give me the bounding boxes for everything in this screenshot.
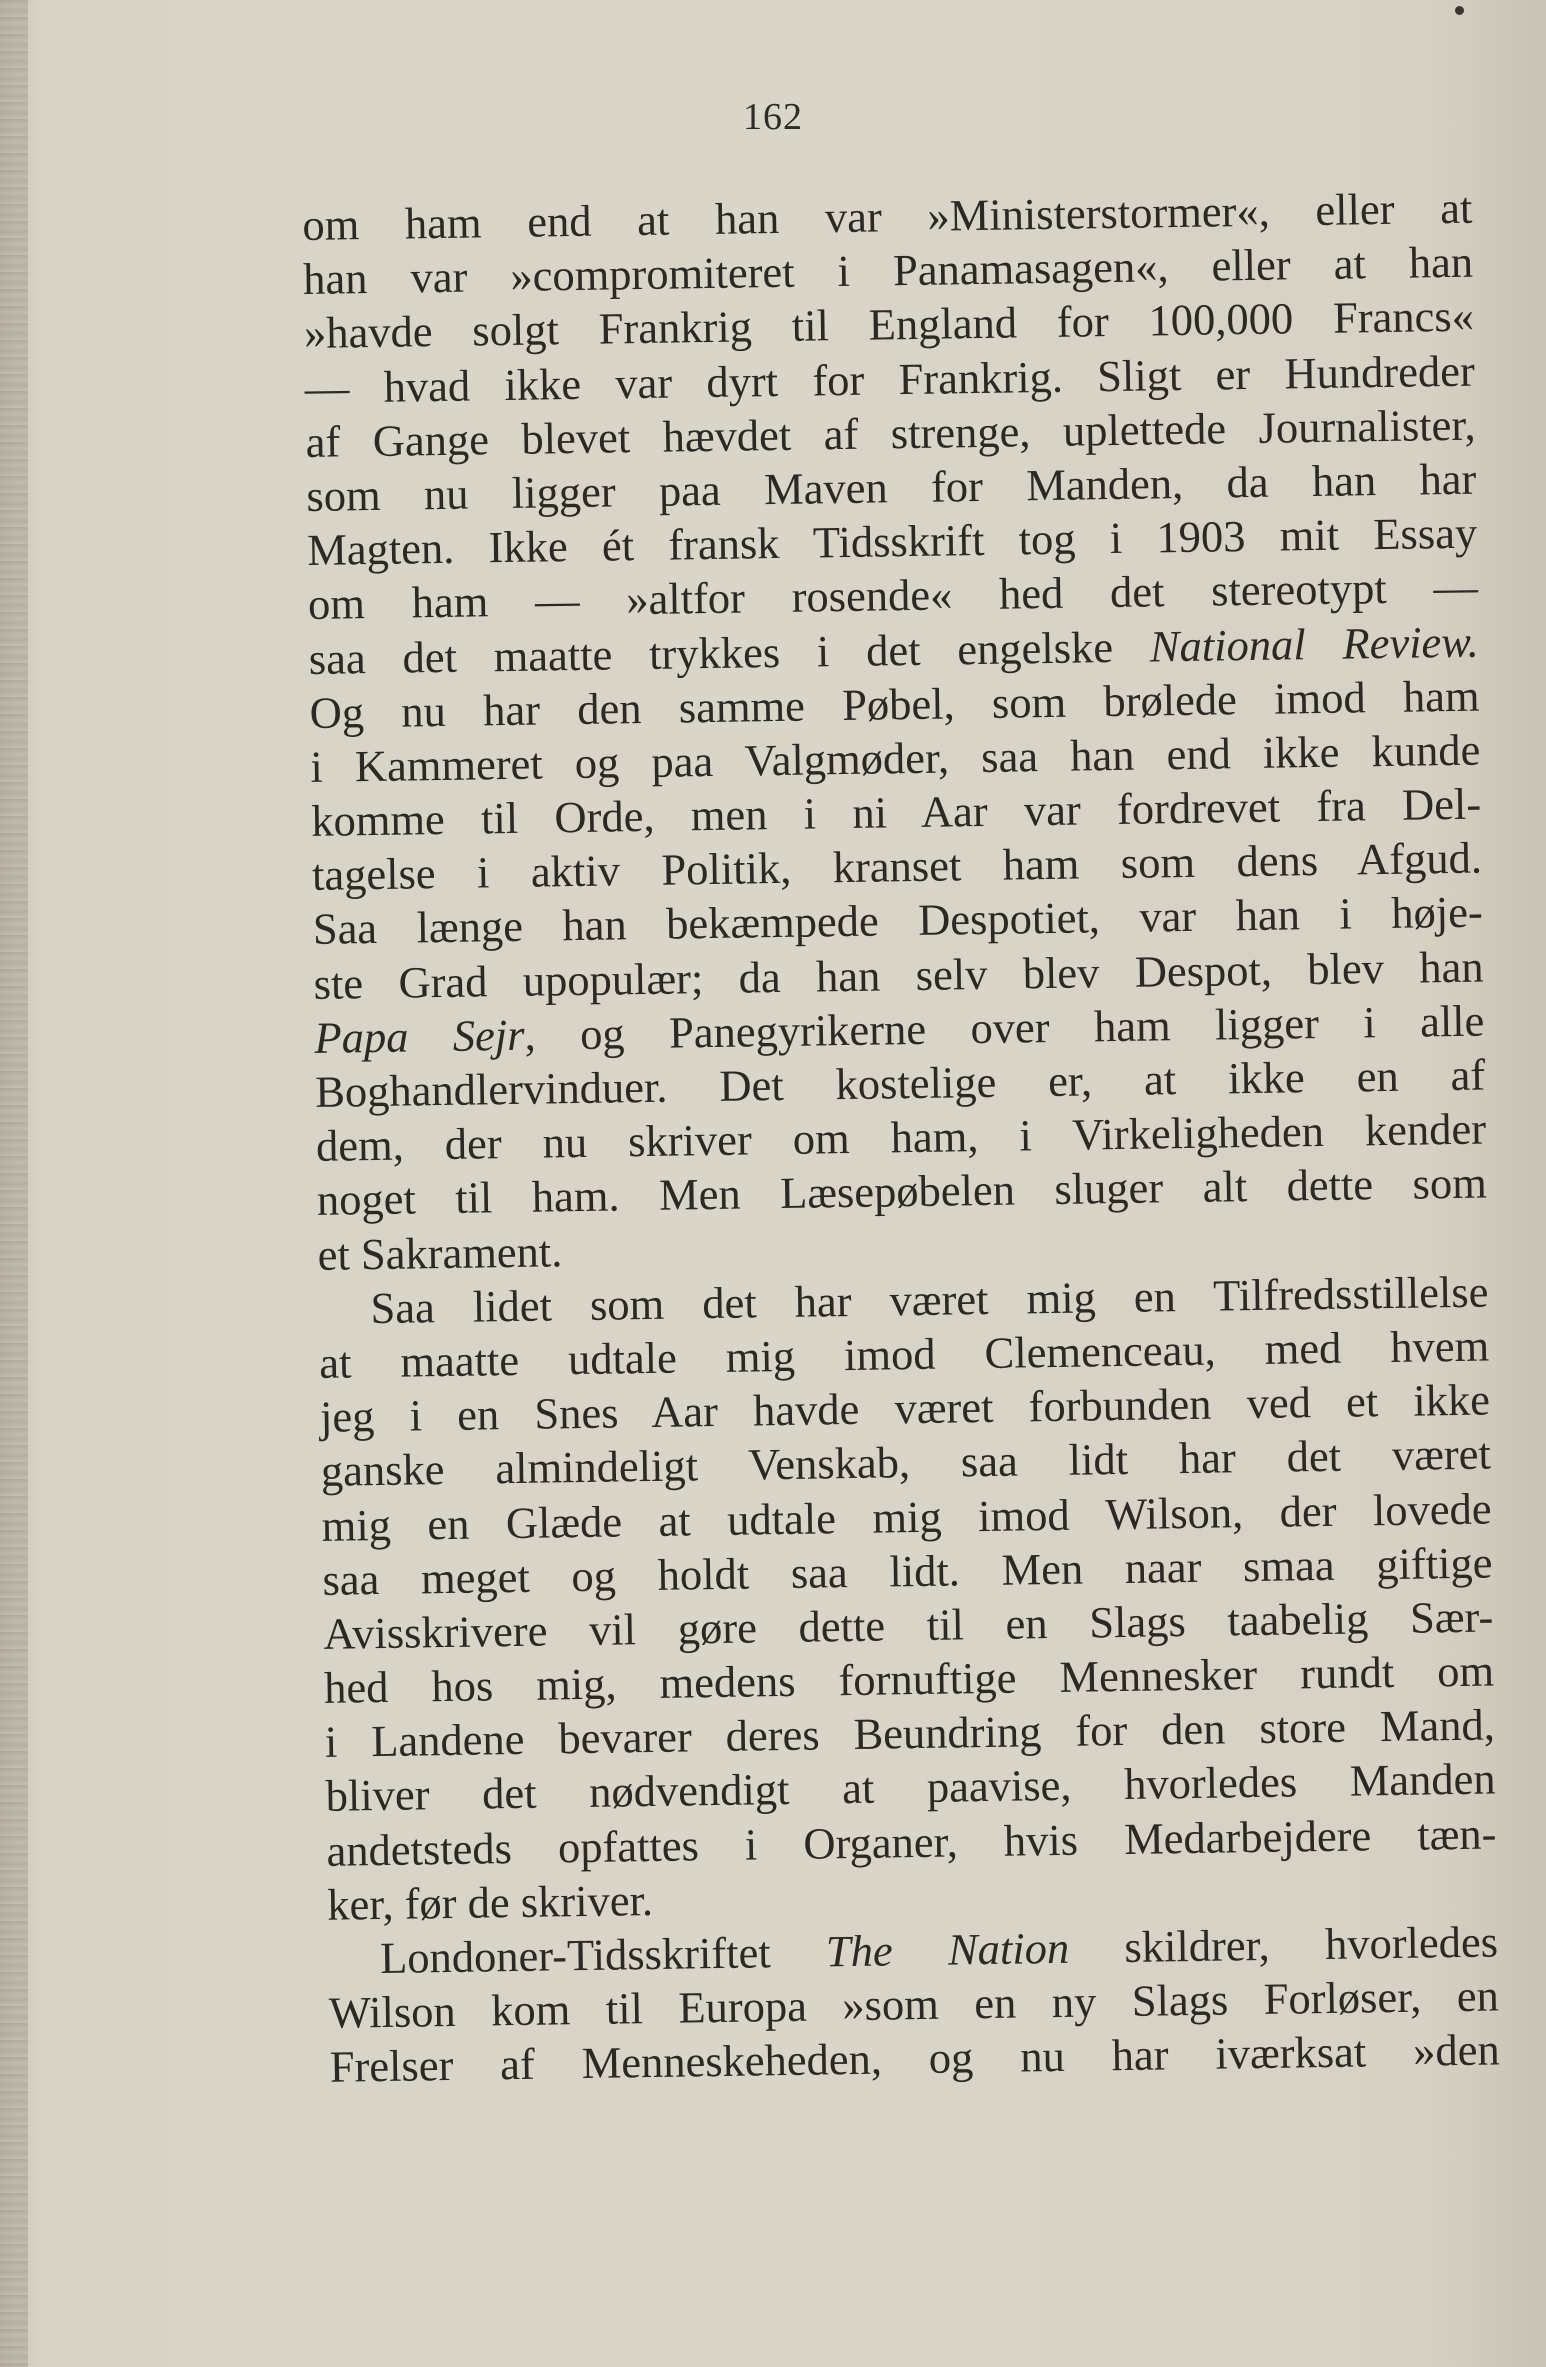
text-run: »havde solgt Frankrig til England for 100,000 Francs« — [303, 291, 1475, 359]
text-run: at maatte udtale mig imod Clemenceau, med hvem — [318, 1320, 1490, 1388]
text-run: om ham — »altfor rosende« hed det stereotypt — — [307, 561, 1479, 630]
italic-text: Papa Sejr — [314, 1009, 525, 1063]
text-run: i Kammeret og paa Valgmøder, saa han end ikke kunde — [310, 724, 1481, 792]
text-run: ker, før de skriver. — [326, 1874, 654, 1930]
text-run: saa det maatte trykkes i det engelske — [308, 620, 1151, 684]
text-run: et Sakrament. — [317, 1225, 563, 1280]
text-run: jeg i en Snes Aar havde været forbunden ved et ikke — [319, 1374, 1491, 1442]
text-run: komme til Orde, men i ni Aar var fordrevet fra Del- — [310, 778, 1482, 846]
ink-speck — [1455, 6, 1464, 15]
text-run: — hvad ikke var dyrt for Frankrig. Sligt er Hundreder — [304, 345, 1476, 413]
text-run: Magten. Ikke ét fransk Tidsskrift tog i 1903 mit Essay — [306, 507, 1478, 576]
italic-text: National Review. — [1149, 616, 1480, 671]
text-run: tagelse i aktiv Politik, kranset ham som dens Afgud. — [311, 832, 1483, 901]
text-run: andetsteds opfattes i Organer, hvis Medarbejdere tæn- — [326, 1808, 1497, 1876]
text-run: som nu ligger paa Maven for Manden, da han har — [306, 453, 1477, 521]
text-run: hed hos mig, medens fornuftige Mennesker rundt om — [323, 1645, 1495, 1713]
text-run: ganske almindeligt Venskab, saa lidt har det været — [320, 1428, 1492, 1497]
text-run: i Landene bevarer deres Beundring for den store Mand, — [324, 1699, 1496, 1768]
text-run: Avisskrivere vil gøre dette til en Slags taabelig Sær- — [322, 1591, 1494, 1659]
body-text — [302, 181, 1500, 2095]
text-run: dem, der nu skriver om ham, i Virkeligheden kender — [315, 1103, 1487, 1172]
page-number: 162 — [743, 96, 803, 138]
text-run: Londoner-Tidsskriftet — [379, 1926, 827, 1984]
text-run: mig en Glæde at udtale mig imod Wilson, der lovede — [321, 1483, 1492, 1551]
text-run: Og nu har den samme Pøbel, som brølede imod ham — [309, 670, 1480, 738]
text-run: om ham end at han var »Ministerstormer«, eller at — [302, 182, 1473, 250]
italic-text: The Nation — [825, 1922, 1070, 1977]
text-run: Wilson kom til Europa »som en ny Slags Forløser, en — [328, 1970, 1500, 2038]
text-run: Saa længe han bekæmpede Despotiet, var han i høje- — [312, 887, 1484, 955]
page-gutter — [0, 0, 28, 2367]
text-run: Boghandlervinduer. Det kostelige er, at ikke en af — [314, 1049, 1486, 1117]
text-run: Frelser af Menneskeheden, og nu har iværksat »den — [329, 2024, 1500, 2093]
text-run: skildrer, hvorledes — [1068, 1916, 1499, 1973]
text-run: af Gange blevet hævdet af strenge, uplettede Journalister, — [305, 399, 1476, 467]
text-run: bliver det nødvendigt at paavise, hvorledes Manden — [325, 1753, 1496, 1822]
text-run: saa meget og holdt saa lidt. Men naar smaa giftige — [322, 1537, 1493, 1605]
text-run: han var »compromiteret i Panamasagen«, eller at han — [302, 236, 1474, 305]
text-run: Saa lidet som det har været mig en Tilfredsstillelse — [370, 1266, 1489, 1333]
text-run: noget til ham. Men Læsepøbelen sluger alt dette som — [316, 1157, 1488, 1226]
text-run: ste Grad upopulær; da han selv blev Despot, blev han — [313, 941, 1484, 1009]
text-run: , og Panegyrikerne over ham ligger i alle — [524, 995, 1485, 1060]
